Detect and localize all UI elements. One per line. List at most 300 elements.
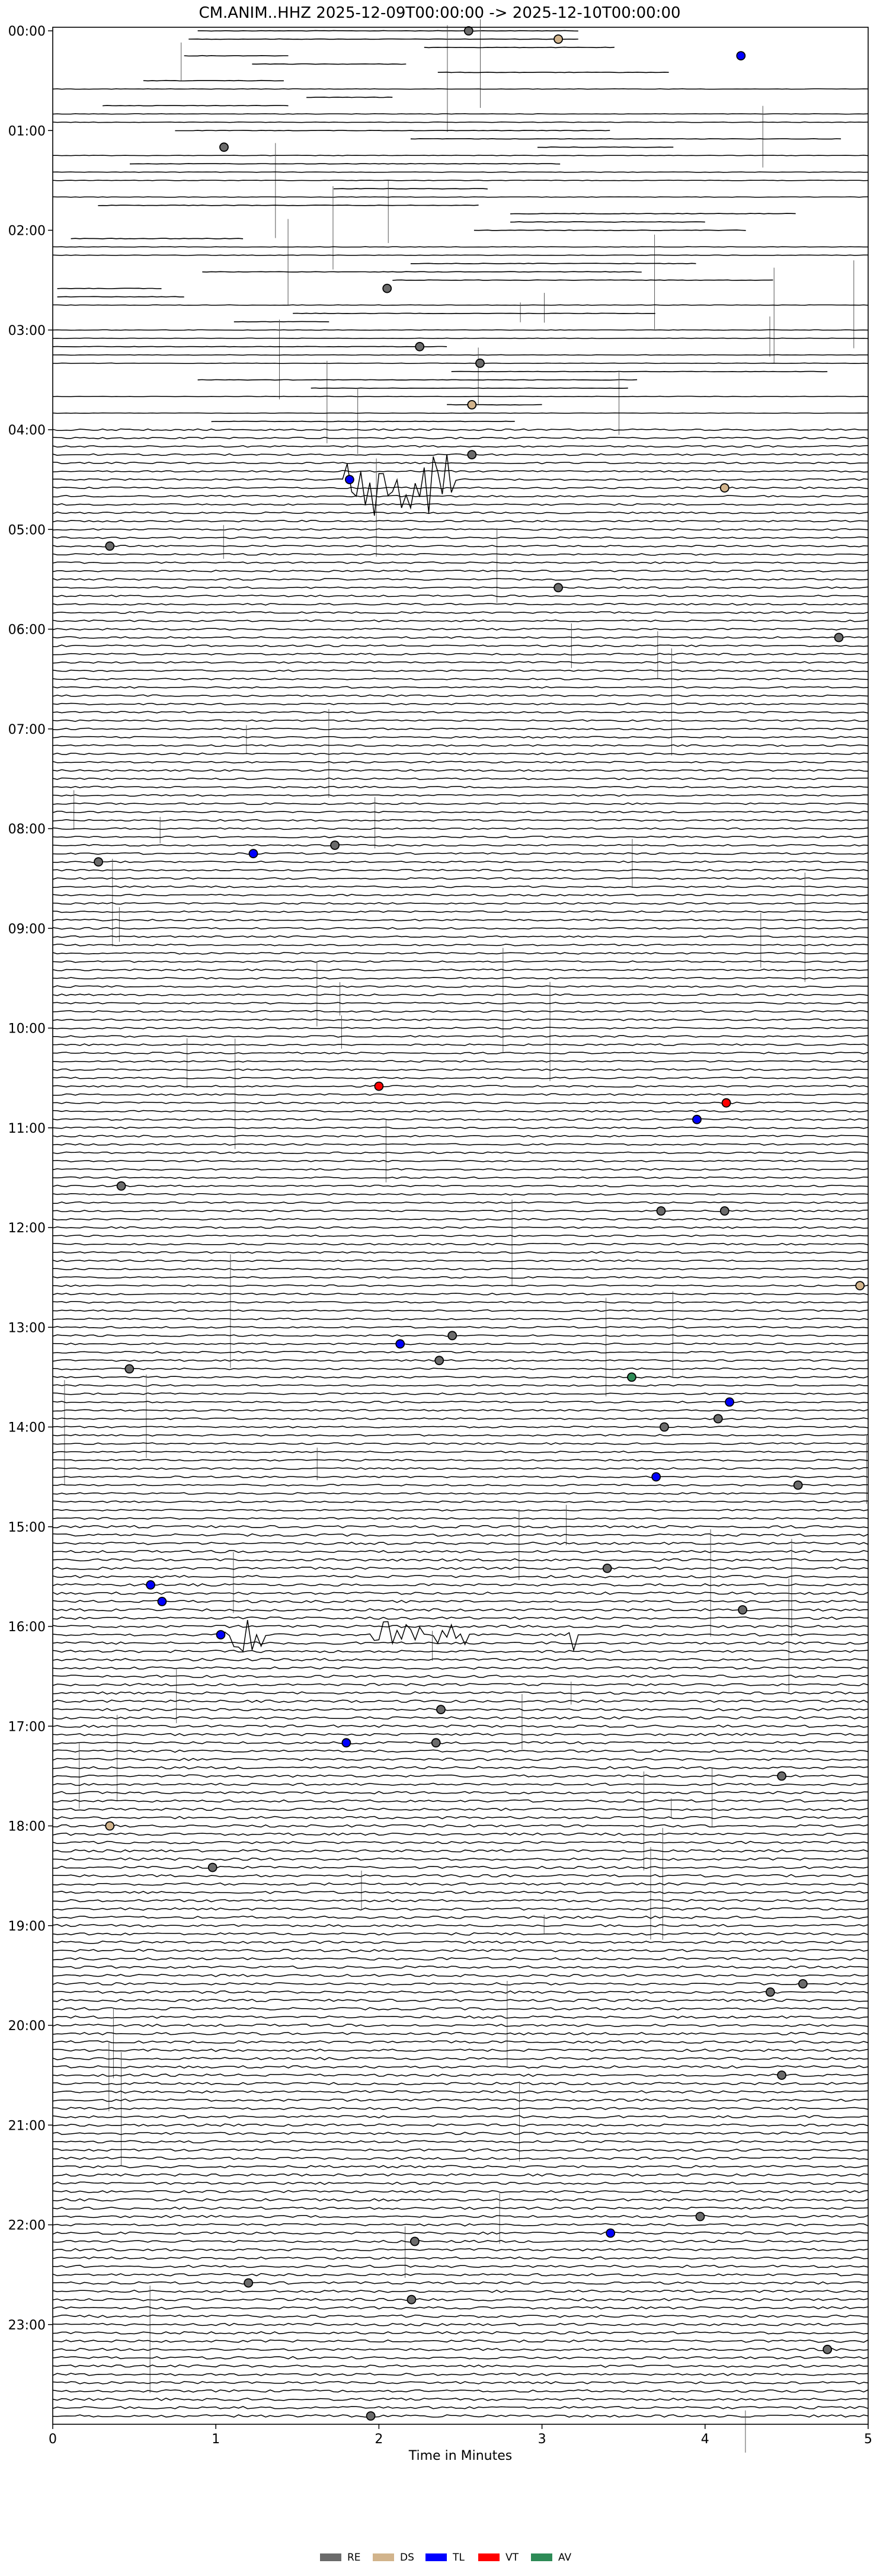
trace-line [53, 1867, 868, 1869]
trace-line [53, 2274, 868, 2276]
trace-line [53, 1451, 868, 1453]
trace-line [53, 836, 868, 838]
event-marker-re [468, 450, 476, 459]
trace-line [53, 1318, 868, 1320]
trace-line [53, 1559, 868, 1561]
trace-line [53, 1575, 868, 1578]
trace-line [53, 413, 868, 414]
event-marker-tl [693, 1116, 701, 1124]
legend-label-re: RE [347, 2552, 361, 2564]
trace-line [53, 2315, 868, 2318]
y-tick-label: 16:00 [8, 1620, 46, 1635]
trace-line [53, 2290, 868, 2293]
trace-line [53, 878, 868, 880]
trace-line [334, 188, 488, 189]
trace-line [53, 2398, 868, 2401]
trace-line [53, 736, 868, 738]
trace-line [57, 296, 184, 297]
trace-line [53, 2157, 868, 2159]
trace-line [53, 2265, 868, 2268]
trace-line [53, 803, 868, 805]
trace-line [53, 1185, 868, 1187]
trace-line [53, 695, 868, 696]
trace-line [53, 2257, 868, 2259]
trace-line [53, 1733, 868, 1736]
trace-line [53, 1725, 868, 1727]
trace-line [53, 686, 868, 688]
trace-line [53, 1791, 868, 1794]
trace-line [53, 1468, 868, 1469]
trace-line [53, 1385, 868, 1386]
plot-frame [53, 27, 868, 2424]
trace-line [53, 928, 868, 929]
trace-line [53, 845, 868, 846]
y-tick-label: 14:00 [8, 1420, 46, 1436]
trace-line [53, 1526, 868, 1528]
event-marker-tl [345, 475, 354, 484]
trace-line [234, 321, 329, 322]
trace-line [53, 969, 868, 971]
legend-swatch-re [320, 2553, 341, 2561]
trace-line [53, 1235, 868, 1237]
trace-line [53, 1620, 868, 1651]
trace-line [53, 1900, 868, 1902]
x-tick-label: 2 [375, 2432, 383, 2447]
event-marker-re [777, 2071, 786, 2079]
trace-line [53, 645, 868, 647]
trace-line [53, 1102, 868, 1104]
event-marker-re [777, 1772, 786, 1780]
legend-label-ds: DS [400, 2552, 414, 2564]
trace-line [53, 2024, 868, 2027]
trace-line [53, 2307, 868, 2309]
event-marker-re [209, 1864, 217, 1872]
trace-line [474, 230, 746, 231]
x-tick-label: 4 [700, 2432, 709, 2447]
trace-line [53, 2323, 868, 2326]
trace-line [53, 1667, 868, 1669]
trace-line [53, 1277, 868, 1279]
trace-line [53, 1418, 868, 1420]
event-marker-re [465, 27, 473, 35]
trace-line [212, 421, 515, 422]
trace-line [53, 2008, 868, 2010]
y-tick-label: 17:00 [8, 1720, 46, 1735]
trace-line [53, 753, 868, 755]
trace-line [53, 2373, 868, 2376]
trace-line [53, 828, 868, 830]
trace-line [53, 678, 868, 680]
trace-line [53, 1567, 868, 1570]
y-tick-label: 20:00 [8, 2019, 46, 2034]
event-marker-tl [652, 1473, 660, 1481]
x-axis-ticks [49, 2424, 872, 2447]
legend-swatch-vt [478, 2553, 500, 2561]
trace-line [53, 2074, 868, 2076]
trace-line [53, 1027, 868, 1029]
trace-line [175, 130, 610, 131]
trace-line [53, 2182, 868, 2184]
trace-line [53, 2190, 868, 2193]
trace-line [306, 97, 392, 98]
trace-line [53, 1941, 868, 1944]
event-marker-re [476, 359, 484, 367]
trace-line [53, 579, 868, 580]
x-tick-label: 3 [537, 2432, 546, 2447]
trace-line [53, 2299, 868, 2301]
trace-line [53, 2066, 868, 2068]
trace-line [53, 2216, 868, 2218]
trace-line [438, 72, 669, 73]
trace-line [53, 761, 868, 763]
trace-line [53, 2124, 868, 2126]
trace-line [53, 1410, 868, 1411]
y-tick-label: 09:00 [8, 922, 46, 937]
trace-line [53, 1035, 868, 1037]
event-marker-tl [249, 849, 258, 858]
trace-line [53, 1335, 868, 1337]
trace-line [53, 1194, 868, 1196]
trace-line [53, 1368, 868, 1370]
event-marker-re [823, 2345, 831, 2354]
event-marker-re [415, 343, 424, 351]
trace-line [53, 728, 868, 730]
trace-line [53, 1750, 868, 1752]
trace-line [53, 595, 868, 597]
event-marker-tl [217, 1631, 225, 1639]
event-marker-re [835, 634, 843, 642]
trace-line [53, 787, 868, 788]
event-marker-av [628, 1373, 636, 1381]
trace-line [53, 520, 868, 522]
trace-line [53, 1766, 868, 1769]
y-tick-label: 11:00 [8, 1121, 46, 1136]
trace-line [53, 2249, 868, 2251]
trace-line [53, 1484, 868, 1486]
trace-line [53, 1268, 868, 1270]
trace-line [198, 380, 638, 381]
trace-line [53, 1219, 868, 1220]
y-tick-label: 21:00 [8, 2118, 46, 2134]
trace-line [53, 1875, 868, 1877]
trace-line [53, 1360, 868, 1361]
event-marker-re [435, 1356, 443, 1364]
trace-line [53, 1210, 868, 1212]
trace-line [53, 1426, 868, 1428]
trace-line [53, 512, 868, 514]
trace-line [53, 537, 868, 539]
event-marker-re [367, 2412, 375, 2420]
y-tick-label: 03:00 [8, 323, 46, 338]
trace-line [53, 1252, 868, 1254]
event-marker-re [383, 285, 391, 293]
trace-line [53, 2282, 868, 2284]
trace-line [53, 1293, 868, 1295]
trace-line [53, 1393, 868, 1395]
trace-line [53, 653, 868, 655]
trace-line [53, 1302, 868, 1303]
event-marker-re [331, 841, 339, 849]
trace-line [53, 504, 868, 506]
event-marker-tl [158, 1597, 166, 1606]
trace-line [53, 1351, 868, 1353]
trace-line [53, 1658, 868, 1661]
trace-line [53, 462, 868, 464]
trace-line [53, 1858, 868, 1861]
trace-line [53, 429, 868, 431]
trace-line [53, 1800, 868, 1802]
trace-line [53, 545, 868, 547]
trace-line [293, 313, 655, 314]
trace-line [53, 795, 868, 797]
y-axis-ticks [8, 24, 53, 2333]
trace-line [98, 205, 478, 206]
trace-line [53, 437, 868, 439]
trace-line [53, 1625, 868, 1628]
trace-line [53, 1617, 868, 1619]
trace-line [53, 1958, 868, 1960]
trace-line [53, 1683, 868, 1686]
trace-line [53, 2415, 868, 2417]
trace-line [53, 1343, 868, 1345]
y-tick-label: 08:00 [8, 822, 46, 837]
legend-label-av: AV [558, 2552, 572, 2564]
trace-line [53, 1883, 868, 1885]
trace-line [53, 155, 868, 156]
trace-line [53, 1434, 868, 1436]
event-marker-re [799, 1980, 807, 1988]
trace-line [53, 2207, 868, 2210]
trace-line [53, 1708, 868, 1711]
trace-line [53, 1177, 868, 1179]
trace-line [53, 2149, 868, 2151]
trace-line [53, 919, 868, 921]
trace-line [53, 2132, 868, 2134]
trace-line [510, 213, 796, 214]
y-tick-label: 02:00 [8, 223, 46, 239]
trace-line [53, 2332, 868, 2334]
event-marker-tl [737, 52, 745, 60]
trace-line [53, 661, 868, 663]
event-marker-re [721, 1207, 729, 1215]
trace-line [53, 446, 868, 448]
y-tick-label: 12:00 [8, 1221, 46, 1236]
y-tick-label: 04:00 [8, 423, 46, 438]
trace-line [53, 2365, 868, 2367]
trace-line [53, 720, 868, 721]
event-marker-ds [554, 35, 562, 43]
trace-line [53, 1077, 868, 1079]
trace-line [53, 1983, 868, 1985]
trace-line [53, 1999, 868, 2002]
trace-line [53, 628, 868, 630]
trace-line [53, 1443, 868, 1444]
trace-line [53, 1717, 868, 1719]
trace-line [53, 1850, 868, 1852]
trace-line [53, 620, 868, 622]
trace-line [53, 1741, 868, 1744]
event-marker-tl [396, 1340, 404, 1348]
trace-line [53, 2340, 868, 2342]
event-marker-re [660, 1423, 668, 1431]
trace-line [53, 1517, 868, 1519]
trace-line [53, 1002, 868, 1004]
legend-swatch-av [531, 2553, 552, 2561]
event-marker-re [411, 2238, 419, 2246]
chart-title: CM.ANIM..HHZ 2025-12-09T00:00:00 -> 2025-12-10T00:00:00 [199, 4, 681, 22]
event-marker-ds [721, 484, 729, 492]
trace-line [53, 2174, 868, 2176]
trace-line [53, 1476, 868, 1478]
trace-line [53, 744, 868, 746]
legend-label-tl: TL [453, 2552, 465, 2564]
trace-line [53, 2357, 868, 2359]
trace-line [53, 1551, 868, 1553]
trace-line [53, 903, 868, 905]
event-marker-re [696, 2213, 705, 2221]
y-tick-label: 13:00 [8, 1321, 46, 1336]
trace-line [53, 2224, 868, 2226]
trace-line [53, 1642, 868, 1644]
trace-line [53, 2199, 868, 2201]
trace-line [53, 2140, 868, 2143]
trace-line [53, 1110, 868, 1112]
y-tick-label: 22:00 [8, 2218, 46, 2233]
trace-line [53, 670, 868, 672]
trace-line [252, 64, 406, 65]
y-tick-label: 15:00 [8, 1520, 46, 1535]
trace-line [53, 1501, 868, 1503]
event-marker-vt [722, 1099, 731, 1107]
trace-line [53, 861, 868, 863]
trace-line [53, 1135, 868, 1137]
trace-line [53, 1817, 868, 1819]
trace-line [53, 2032, 868, 2035]
trace-line [53, 820, 868, 822]
x-tick-label: 1 [212, 2432, 220, 2447]
trace-line [53, 122, 868, 123]
event-marker-re [125, 1364, 133, 1373]
trace-line [53, 1542, 868, 1545]
trace-line [53, 2049, 868, 2051]
event-marker-re [714, 1415, 722, 1423]
trace-line [53, 1227, 868, 1229]
event-marker-re [603, 1564, 612, 1573]
seismic-traces [53, 19, 868, 2452]
event-marker-re [766, 1988, 775, 1996]
trace-line [53, 1492, 868, 1494]
y-tick-label: 07:00 [8, 722, 46, 737]
trace-line [53, 911, 868, 913]
trace-line [53, 994, 868, 996]
trace-line [53, 1675, 868, 1677]
trace-line [53, 1244, 868, 1245]
event-marker-tl [342, 1738, 350, 1747]
trace-line [53, 1891, 868, 1894]
trace-line [53, 1169, 868, 1171]
event-marker-re [117, 1182, 126, 1190]
trace-line [53, 1376, 868, 1378]
trace-line [53, 2241, 868, 2243]
legend [320, 2552, 572, 2564]
trace-line [53, 1783, 868, 1785]
trace-line [53, 2099, 868, 2101]
trace-line [53, 1285, 868, 1287]
event-marker-ds [105, 1822, 114, 1830]
trace-line [53, 1118, 868, 1120]
trace-line [53, 894, 868, 896]
trace-line [53, 1925, 868, 1927]
trace-line [53, 1143, 868, 1145]
event-marker-re [554, 583, 562, 592]
y-tick-label: 23:00 [8, 2318, 46, 2333]
event-marker-re [794, 1481, 802, 1490]
trace-line [53, 1094, 868, 1095]
trace-line [53, 2115, 868, 2118]
event-marker-tl [606, 2229, 615, 2238]
event-marker-tl [725, 1398, 734, 1406]
trace-line [53, 496, 868, 497]
y-tick-label: 19:00 [8, 1919, 46, 1934]
event-marker-ds [468, 401, 476, 409]
trace-line [411, 263, 696, 264]
trace-line [53, 886, 868, 888]
trace-line [53, 346, 447, 347]
trace-line [53, 1916, 868, 1919]
trace-line [53, 1949, 868, 1952]
trace-line [53, 1202, 868, 1204]
event-marker-re [220, 143, 228, 151]
trace-line [53, 1758, 868, 1760]
y-tick-label: 00:00 [8, 24, 46, 39]
trace-line [53, 1401, 868, 1403]
trace-line [53, 1161, 868, 1162]
trace-line [53, 770, 868, 772]
trace-line [53, 1775, 868, 1777]
legend-swatch-tl [425, 2553, 447, 2561]
event-marker-re [657, 1207, 665, 1215]
trace-line [53, 1260, 868, 1262]
event-marker-tl [146, 1581, 155, 1589]
trace-line [53, 1069, 868, 1070]
trace-line [53, 2082, 868, 2085]
trace-line [53, 1808, 868, 1811]
event-marker-ds [856, 1281, 864, 1290]
trace-line [53, 1044, 868, 1046]
trace-line [53, 986, 868, 987]
trace-line [53, 612, 868, 613]
trace-line [53, 89, 868, 90]
trace-line [53, 554, 868, 555]
trace-line [53, 953, 868, 954]
trace-line [53, 2016, 868, 2018]
trace-line [53, 1842, 868, 1844]
trace-line [53, 853, 868, 855]
trace-line [53, 703, 868, 705]
trace-line [202, 271, 642, 272]
trace-line [53, 870, 868, 871]
trace-line [53, 977, 868, 979]
trace-line [53, 811, 868, 813]
trace-line [53, 936, 868, 938]
trace-line [53, 1534, 868, 1536]
trace-line [53, 1459, 868, 1461]
trace-line [53, 603, 868, 605]
trace-line [53, 1019, 868, 1021]
trace-line [53, 778, 868, 780]
trace-line [53, 1327, 868, 1328]
trace-line [53, 2041, 868, 2043]
